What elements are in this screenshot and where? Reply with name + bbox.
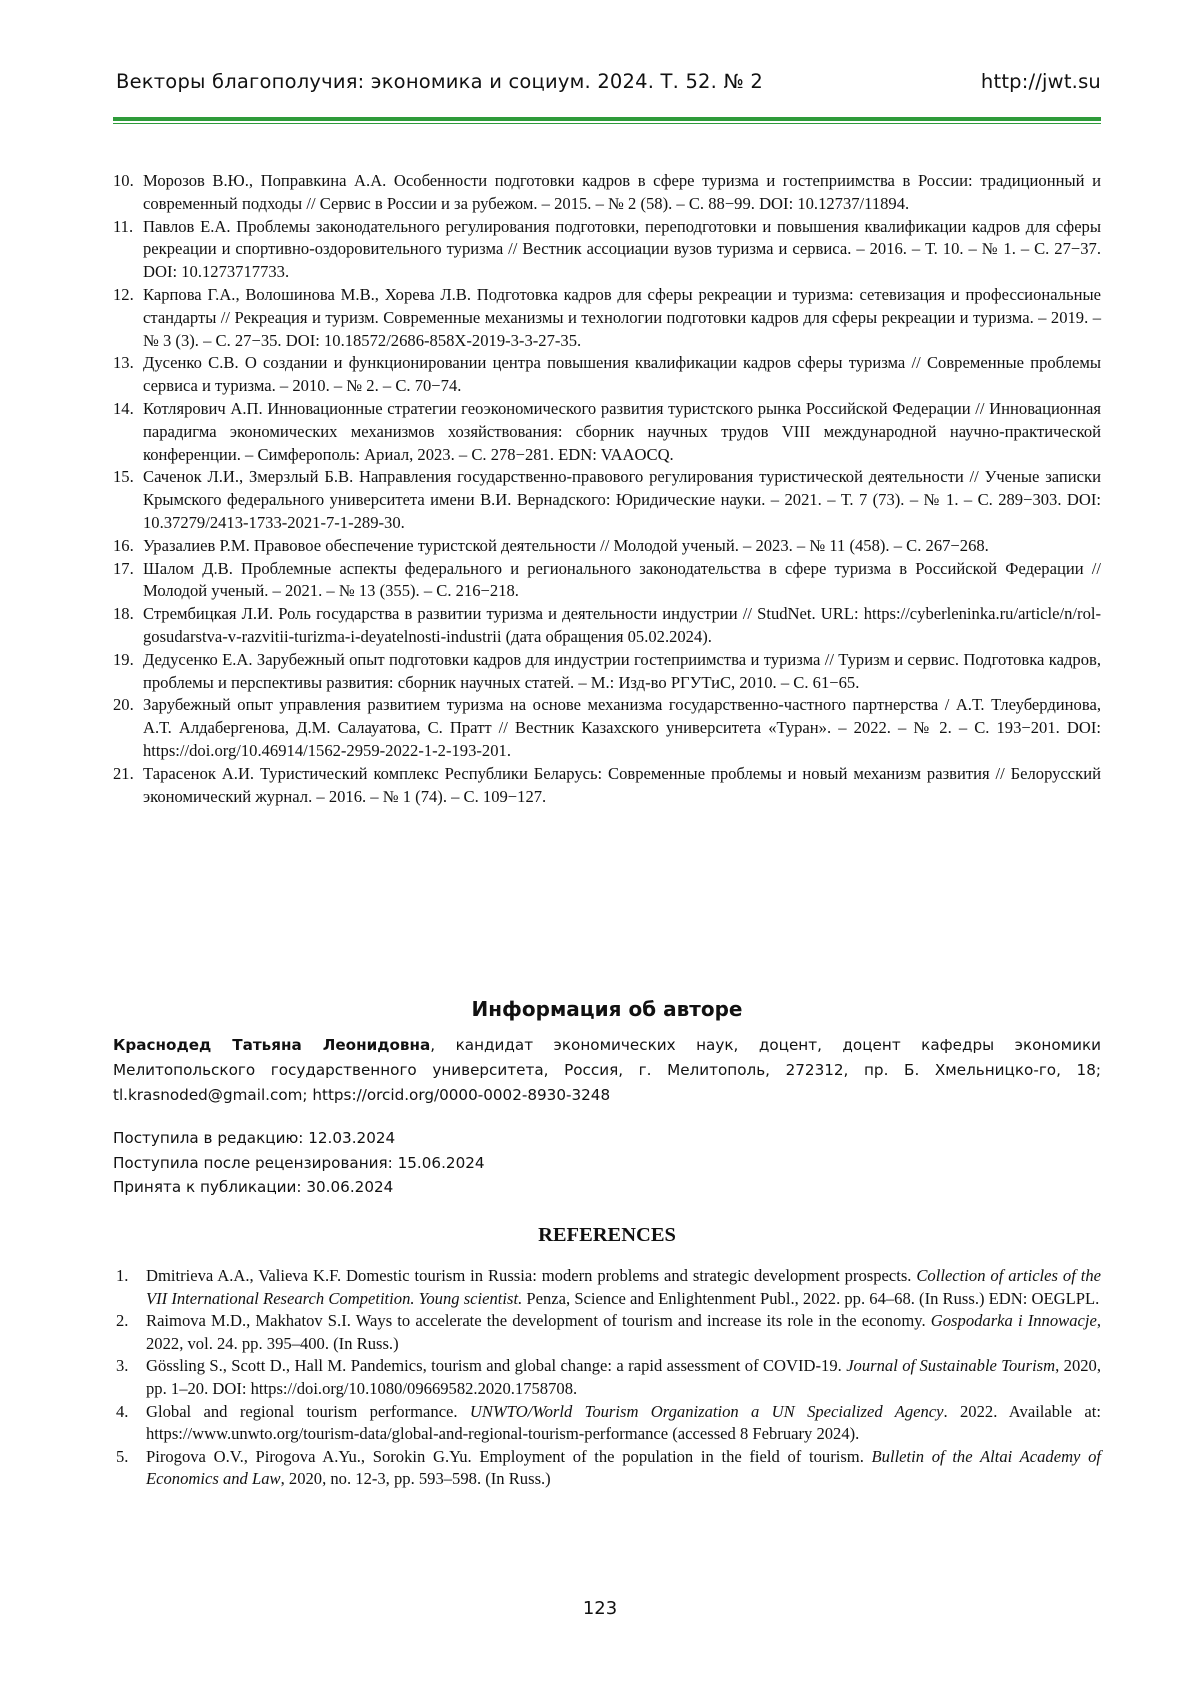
reference-item	[113, 216, 1101, 284]
reference-text: Шалом Д.В. Проблемные аспекты федерального и регионального законодательства в сфере туризма в Российской Федерации // Молодой ученый. – 2021. – № 13 (355). – С. 216−218.	[143, 558, 1101, 601]
reference-text: Морозов В.Ю., Поправкина А.А. Особенности подготовки кадров в сфере туризма и гостеприимства в России: традиционный и современный подходы // Сервис в России и за рубежом. – 2015. – № 2 (58). – С. 88−99. DOI: 10.12737/11894.	[143, 171, 1101, 213]
header-rule	[113, 117, 1101, 121]
reference-text: Уразалиев Р.М. Правовое обеспечение туристской деятельности // Молодой ученый. – 2023. – № 11 (458). – С. 267−268.	[143, 535, 989, 555]
reference-number: 11.	[113, 216, 134, 236]
reference-text: Зарубежный опыт управления развитием туризма на основе механизма государственно-частного партнерства / А.Т. Тлеубердинова, А.Т. Алдабергенова, Д.М. Салауатова, С. Пратт // Вестник Казахского университета «Туран». – 2022. – № 2. – С. 193−201. DOI: https://doi.org/10.46914/1562-2959-2022-1-2-193-201.	[143, 695, 1101, 760]
header-rule-thin	[113, 123, 1101, 124]
reference-source: UNWTO/World Tourism Organization a UN Specialized Agency	[469, 1401, 944, 1421]
reference-source: Gospodarka i Innowacje	[930, 1311, 1097, 1331]
author-name: Краснодед Татьяна Леонидовна	[113, 1036, 431, 1054]
english-reference-list	[113, 1265, 1101, 1491]
page-number: 123	[582, 1598, 618, 1619]
reference-item	[113, 398, 1101, 466]
reference-number: 19.	[113, 649, 134, 669]
reference-text: Стрембицкая Л.И. Роль государства в развитии туризма и деятельности индустрии // StudNet. URL: https://cyberleninka.ru/article/n/rol-gosudarstva-v-razvitii-turizma-i-deyatelnosti-industrii (дата обращения 05.02.2024).	[143, 604, 1101, 646]
reference-number: 15.	[113, 467, 134, 487]
reference-number: 14.	[113, 398, 134, 418]
reference-item	[113, 284, 1101, 352]
running-header	[116, 70, 1101, 106]
date-revised: Поступила после рецензирования: 15.06.2024	[113, 1153, 485, 1172]
reference-number: 5.	[116, 1446, 129, 1466]
reference-item	[113, 535, 1101, 558]
publication-dates	[113, 1126, 813, 1200]
reference-text: Котлярович А.П. Инновационные стратегии геоэкономического развития туристского рынка Российской Федерации // Инновационная парадигма экономических механизмов хозяйствования: сборник научных трудов VIII международной научно-практической конференции. – Симферополь: Ариал, 2023. – С. 278−281. EDN: VAAOCQ.	[143, 398, 1101, 464]
reference-source: Collection of articles of the VII International Research Competition. Young scientist.	[146, 1266, 1101, 1308]
russian-reference-list	[113, 170, 1101, 808]
reference-item	[113, 1265, 1101, 1310]
journal-url[interactable]: http://jwt.su	[980, 70, 1101, 93]
references-heading: REFERENCES	[538, 1224, 676, 1246]
reference-details: . 2022. Available at: https://www.unwto.org/tourism-data/global-and-regional-tourism-performance (accessed 8 February 2024).	[146, 1401, 1101, 1444]
reference-details: , 2020, no. 12-3, pp. 593–598. (In Russ.)	[280, 1469, 551, 1489]
reference-number: 10.	[113, 171, 134, 190]
reference-text: Тарасенок А.И. Туристический комплекс Республики Беларусь: Современные проблемы и новый механизм развития // Белорусский экономический журнал. – 2016. – № 1 (74). – С. 109−127.	[143, 763, 1101, 806]
reference-item	[113, 558, 1101, 604]
reference-number: 12.	[113, 284, 134, 304]
reference-number: 16.	[113, 535, 134, 555]
reference-number: 17.	[113, 558, 134, 578]
journal-title: Векторы благополучия: экономика и социум. 2024. Т. 52. № 2	[116, 70, 763, 93]
reference-number: 13.	[113, 353, 134, 373]
reference-text: Raimova M.D., Makhatov S.I. Ways to accelerate the development of tourism and increase its role in the economy.	[146, 1311, 931, 1331]
reference-source: Journal of Sustainable Tourism	[846, 1356, 1056, 1376]
reference-item	[113, 603, 1101, 649]
reference-number: 3.	[116, 1356, 129, 1376]
reference-item	[113, 649, 1101, 695]
reference-text: Дедусенко Е.А. Зарубежный опыт подготовки кадров для индустрии гостеприимства и туризма // Туризм и сервис. Подготовка кадров, проблемы и перспективы развития: сборник научных статей. – М.: Изд-во РГУТиС, 2010. – С. 61−65.	[143, 649, 1101, 692]
reference-source: Bulletin of the Altai Academy of Economics and Law	[146, 1446, 1102, 1489]
reference-item	[113, 466, 1101, 534]
reference-details: , 2022, vol. 24. pp. 395–400. (In Russ.)	[146, 1311, 1102, 1353]
reference-text: Gössling S., Scott D., Hall M. Pandemics, tourism and global change: a rapid assessment of COVID-19.	[146, 1356, 847, 1376]
reference-item	[113, 1446, 1101, 1491]
reference-number: 1.	[116, 1266, 129, 1285]
author-details: , кандидат экономических наук, доцент, доцент кафедры экономики Мелитопольского государственного университета, Россия, г. Мелитополь, 272312, пр. Б. Хмельницко-го, 18; tl.krasnoded@gmail.com; https://orcid.org/0000-0002-8930-3248	[113, 1036, 1102, 1104]
reference-text: Global and regional tourism performance.	[146, 1401, 470, 1421]
author-info	[113, 1033, 1101, 1108]
reference-item	[113, 763, 1101, 809]
reference-number: 21.	[113, 763, 134, 783]
reference-item	[113, 1310, 1101, 1355]
reference-text: Pirogova O.V., Pirogova A.Yu., Sorokin G.Yu. Employment of the population in the field of tourism.	[146, 1446, 872, 1466]
reference-item	[113, 694, 1101, 762]
reference-details: , 2020, pp. 1–20. DOI: https://doi.org/10.1080/09669582.2020.1758708.	[146, 1356, 1101, 1398]
reference-item	[113, 1355, 1101, 1400]
reference-item	[113, 170, 1101, 216]
reference-text: Дусенко С.В. О создании и функционировании центра повышения квалификации кадров сферы туризма // Современные проблемы сервиса и туризма. – 2010. – № 2. – С. 70−74.	[143, 353, 1101, 396]
reference-number: 20.	[113, 695, 134, 715]
reference-number: 2.	[116, 1311, 129, 1331]
reference-text: Карпова Г.А., Волошинова М.В., Хорева Л.В. Подготовка кадров для сферы рекреации и туризма: сетевизация и профессиональные стандарты // Рекреация и туризм. Современные механизмы и технологии подготовки кадров для сферы рекреации и туризма. – 2019. – № 3 (3). – С. 27−35. DOI: 10.18572/2686-858X-2019-3-3-27-35.	[143, 284, 1101, 350]
reference-item	[113, 1401, 1101, 1446]
reference-number: 18.	[113, 604, 134, 624]
reference-number: 4.	[116, 1401, 129, 1421]
reference-details: Penza, Science and Enlightenment Publ., 2022. pp. 64–68. (In Russ.) EDN: OEGLPL.	[522, 1288, 1100, 1308]
date-accepted: Принята к публикации: 30.06.2024	[113, 1178, 394, 1196]
reference-item	[113, 352, 1101, 398]
reference-text: Dmitrieva A.A., Valieva K.F. Domestic tourism in Russia: modern problems and strategic development prospects.	[146, 1266, 917, 1285]
date-received: Поступила в редакцию: 12.03.2024	[113, 1129, 396, 1147]
author-info-heading: Информация об авторе	[471, 997, 743, 1021]
reference-text: Саченок Л.И., Змерзлый Б.В. Направления государственно-правового регулирования туристической деятельности // Ученые записки Крымского федерального университета имени В.И. Вернадского: Юридические науки. – 2021. – Т. 7 (73). – № 1. – С. 289−303. DOI: 10.37279/2413-1733-2021-7-1-289-30.	[143, 467, 1101, 532]
reference-text: Павлов Е.А. Проблемы законодательного регулирования подготовки, переподготовки и повышения квалификации кадров для сферы рекреации и спортивно-оздоровительного туризма // Вестник ассоциации вузов туризма и сервиса. – 2016. – Т. 10. – № 1. – С. 27−37. DOI: 10.1273717733.	[143, 216, 1101, 282]
